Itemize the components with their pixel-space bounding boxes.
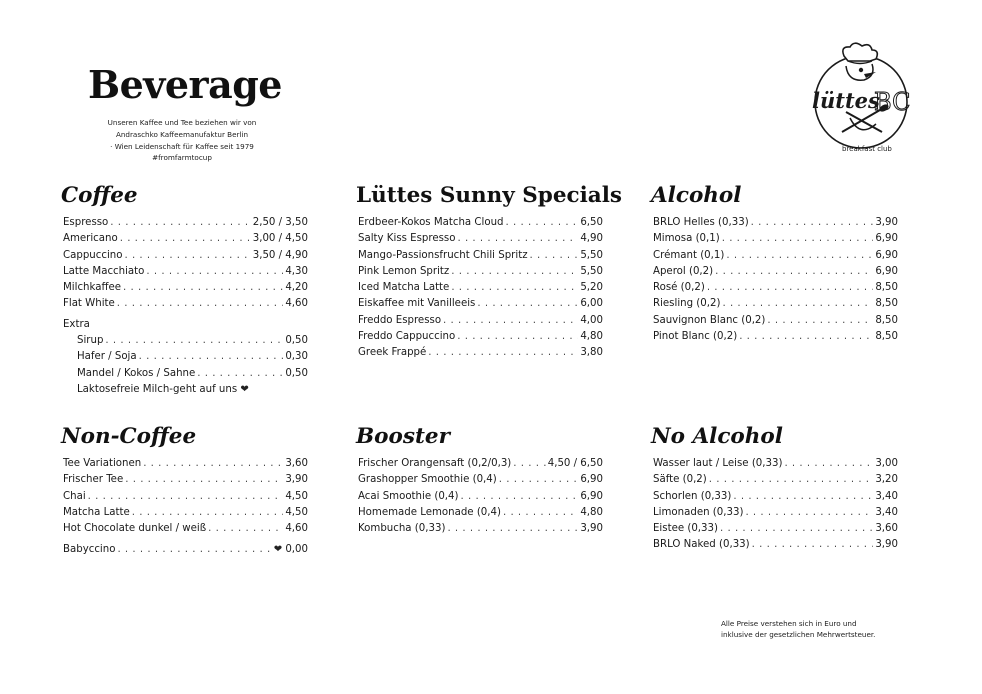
list-item: [653, 264, 898, 280]
item-name: Hot Chocolate dunkel / weiß: [63, 523, 207, 535]
item-price: 3,80: [580, 347, 603, 359]
dot-leader: [125, 472, 283, 488]
booster-section: [358, 424, 603, 537]
item-name: Sauvignon Blanc (0,2): [653, 314, 766, 326]
item-price: 6,90: [875, 265, 898, 277]
list-item: [653, 280, 898, 296]
list-item: [653, 215, 898, 231]
dot-leader: [123, 280, 283, 296]
item-price: 6,90: [875, 233, 898, 245]
item-name: Espresso: [63, 217, 109, 228]
dot-leader: [461, 489, 579, 505]
item-price: 6,90: [875, 249, 898, 261]
item-name: Hafer / Soja: [77, 351, 137, 363]
item-name: Mandel / Kokos / Sahne: [77, 367, 196, 379]
item-name: Matcha Latte: [63, 506, 130, 518]
item-price: 4,30: [285, 265, 308, 277]
item-name: Chai: [63, 490, 86, 502]
item-price: 4,50 / 6,50: [547, 458, 603, 469]
svg-text:lüttes: lüttes: [812, 88, 880, 113]
list-item: [653, 231, 898, 247]
list-item: [358, 329, 603, 345]
item-price: 4,20: [285, 282, 308, 294]
dot-leader: [506, 215, 579, 231]
list-item: [63, 280, 308, 296]
item-price: 6,90: [580, 490, 603, 502]
item-name: BRLO Helles (0,33): [653, 217, 749, 228]
item-price: 5,50: [580, 265, 603, 277]
dot-leader: [726, 248, 873, 264]
section-title: No Alcohol: [651, 424, 783, 449]
list-item: [653, 489, 898, 505]
item-name: Frischer Tee: [63, 474, 124, 486]
dot-leader: [513, 456, 545, 472]
list-item: [63, 296, 308, 312]
item-name: Schorlen (0,33): [653, 490, 732, 502]
dot-leader: [124, 248, 250, 264]
list-item: [358, 296, 603, 312]
item-name: Cappuccino: [63, 249, 123, 261]
list-item: [358, 264, 603, 280]
item-name: Riesling (0,2): [653, 298, 721, 310]
dot-leader: [752, 537, 874, 553]
lactose-note: Laktosefreie Milch-geht auf uns ❤: [77, 383, 249, 395]
intro-line: Andraschko Kaffeemanufaktur Berlin: [115, 129, 249, 139]
dot-leader: [451, 264, 578, 280]
item-name: Freddo Espresso: [358, 314, 442, 326]
list-item: [653, 472, 898, 488]
dot-leader: [443, 313, 578, 329]
dot-leader: [477, 296, 578, 312]
dot-leader: [530, 248, 579, 264]
item-name: BRLO Naked (0,33): [653, 539, 750, 551]
item-price: 6,00: [580, 298, 603, 310]
item-price: 0,30: [285, 351, 308, 363]
item-price: 3,40: [875, 490, 898, 502]
dot-leader: [120, 231, 251, 247]
item-name: Aperol (0,2): [653, 265, 714, 277]
item-price: 8,50: [875, 282, 898, 294]
dot-leader: [751, 215, 874, 231]
dot-leader: [105, 333, 283, 349]
footnote-line: inklusive der gesetzlichen Mehrwertsteuer.: [721, 629, 876, 639]
brand-logo: [806, 42, 916, 157]
item-price: 4,60: [285, 298, 308, 310]
item-name: Eistee (0,33): [653, 523, 718, 535]
item-price: 6,90: [580, 474, 603, 486]
item-price: 3,00 / 4,50: [252, 233, 308, 245]
list-item: [63, 215, 308, 231]
dot-leader: [88, 489, 284, 505]
dot-leader: [132, 505, 284, 521]
dot-leader: [457, 231, 578, 247]
item-price: 4,50: [285, 506, 308, 518]
list-item: [358, 313, 603, 329]
heart-icon: ❤: [240, 383, 249, 395]
section-title: Booster: [356, 424, 450, 449]
section-title: Alcohol: [651, 183, 742, 208]
item-price: 3,00: [875, 458, 898, 469]
item-name: Limonaden (0,33): [653, 506, 744, 518]
dot-leader: [720, 521, 873, 537]
list-item: [653, 296, 898, 312]
list-item: [653, 248, 898, 264]
item-name: Sirup: [77, 335, 104, 347]
item-name: Pinot Blanc (0,2): [653, 331, 738, 343]
item-price: 4,80: [580, 331, 603, 343]
list-item: [358, 248, 603, 264]
item-name: Tee Variationen: [63, 458, 142, 469]
list-item: [653, 505, 898, 521]
item-name: Flat White: [63, 298, 115, 310]
item-name: Eiskaffee mit Vanilleeis: [358, 298, 476, 310]
list-item: [63, 472, 308, 488]
item-name: Pink Lemon Spritz: [358, 265, 450, 277]
item-name: Kombucha (0,33): [358, 523, 446, 535]
coffee-section: [63, 183, 308, 398]
item-price: 4,90: [580, 233, 603, 245]
list-item: [77, 349, 308, 365]
price-footnote: [721, 619, 875, 641]
dot-leader: [451, 280, 578, 296]
dot-leader: [767, 313, 873, 329]
item-name: Salty Kiss Espresso: [358, 233, 456, 245]
chef-bird-icon: [806, 42, 916, 157]
item-price: 4,60: [285, 523, 308, 535]
item-price: 8,50: [875, 314, 898, 326]
dot-leader: [715, 264, 873, 280]
item-name: Mimosa (0,1): [653, 233, 720, 245]
item-price: 0,50: [285, 367, 308, 379]
list-item: [358, 472, 603, 488]
item-name: Frischer Orangensaft (0,2/0,3): [358, 458, 512, 469]
list-item: [63, 264, 308, 280]
list-item: [358, 345, 603, 361]
list-item: [358, 456, 603, 472]
dot-leader: [707, 280, 873, 296]
item-price: 3,90: [580, 523, 603, 535]
no-alcohol-section: [653, 424, 898, 554]
dot-leader: [146, 264, 283, 280]
item-price: 3,60: [875, 523, 898, 535]
dot-leader: [722, 231, 874, 247]
svg-text:BC: BC: [874, 88, 911, 116]
specials-section: [356, 183, 622, 362]
item-name: Americano: [63, 233, 118, 245]
item-name: Iced Matcha Latte: [358, 282, 450, 294]
item-name: Mango-Passionsfrucht Chili Spritz: [358, 249, 528, 261]
list-item: [358, 280, 603, 296]
list-item: [358, 231, 603, 247]
list-item: [63, 521, 308, 537]
item-price: 0,50: [285, 335, 308, 347]
list-item: [358, 489, 603, 505]
section-title: Lüttes Sunny Specials: [356, 183, 622, 208]
item-price: 4,80: [580, 506, 603, 518]
heart-icon: ❤: [273, 544, 286, 556]
dot-leader: [457, 329, 578, 345]
non-coffee-section: [63, 424, 308, 559]
list-item: [358, 521, 603, 537]
item-name: Wasser laut / Leise (0,33): [653, 458, 783, 469]
dot-leader: [139, 349, 284, 365]
dot-leader: [784, 456, 873, 472]
page-title: Beverage: [88, 62, 282, 107]
item-name: Säfte (0,2): [653, 474, 707, 486]
list-item: [77, 333, 308, 349]
item-price: 5,50: [580, 249, 603, 261]
item-name: Latte Macchiato: [63, 265, 145, 277]
item-price: 4,00: [580, 314, 603, 326]
dot-leader: [428, 345, 578, 361]
item-name: Acai Smoothie (0,4): [358, 490, 459, 502]
list-item: [653, 537, 898, 553]
item-name: Homemade Lemonade (0,4): [358, 506, 501, 518]
footnote-line: Alle Preise verstehen sich in Euro und: [721, 619, 857, 628]
dot-leader: [709, 472, 874, 488]
list-item: [63, 505, 308, 521]
alcohol-section: [653, 183, 898, 345]
extra-label: Extra: [63, 318, 90, 330]
item-name: Freddo Cappuccino: [358, 331, 456, 343]
intro-line: Unseren Kaffee und Tee beziehen wir von: [107, 118, 257, 127]
dot-leader: [143, 456, 283, 472]
item-price: 3,90: [875, 217, 898, 228]
intro-text: [84, 117, 280, 164]
dot-leader: [208, 521, 283, 537]
list-item: [63, 248, 308, 264]
list-item: [653, 313, 898, 329]
list-item: [63, 456, 308, 472]
item-name: Erdbeer-Kokos Matcha Cloud: [358, 217, 504, 228]
dot-leader: [503, 505, 578, 521]
item-price: 3,90: [875, 539, 898, 551]
dot-leader: [447, 521, 578, 537]
list-item: [63, 489, 308, 505]
dot-leader: [745, 505, 873, 521]
intro-line: #fromfarmtocup: [152, 153, 212, 163]
list-item: Babyccino . . . ❤ 0,00: [63, 542, 308, 558]
list-item: [77, 366, 308, 382]
section-title: Non-Coffee: [61, 424, 197, 449]
item-price: 6,50: [580, 217, 603, 228]
dot-leader: [499, 472, 579, 488]
item-price: 3,20: [875, 474, 898, 486]
item-price: 5,20: [580, 282, 603, 294]
item-price: 3,90: [285, 474, 308, 486]
item-name: Crémant (0,1): [653, 249, 725, 261]
item-name: Grashopper Smoothie (0,4): [358, 474, 497, 486]
list-item: [63, 231, 308, 247]
item-price: 8,50: [875, 298, 898, 310]
section-title: Coffee: [61, 183, 138, 208]
dot-leader: [197, 366, 283, 382]
list-item: [653, 456, 898, 472]
item-price: 3,50 / 4,90: [252, 249, 308, 261]
svg-text:breakfast club: breakfast club: [842, 145, 892, 153]
item-name: Milchkaffee: [63, 282, 122, 294]
list-item: [358, 505, 603, 521]
list-item: [358, 215, 603, 231]
dot-leader: [739, 329, 873, 345]
dot-leader: [722, 296, 873, 312]
dot-leader: [117, 296, 284, 312]
dot-leader: [733, 489, 873, 505]
dot-leader: [110, 215, 250, 231]
list-item: [653, 329, 898, 345]
item-price: 2,50 / 3,50: [252, 217, 308, 228]
list-item: [653, 521, 898, 537]
item-name: Rosé (0,2): [653, 282, 705, 294]
item-name: Greek Frappé: [358, 347, 427, 359]
item-price: 4,50: [285, 490, 308, 502]
item-price: 3,60: [285, 458, 308, 469]
intro-line: · Wien Leidenschaft für Kaffee seit 1979: [110, 141, 254, 151]
item-price: 3,40: [875, 506, 898, 518]
item-price: 8,50: [875, 331, 898, 343]
